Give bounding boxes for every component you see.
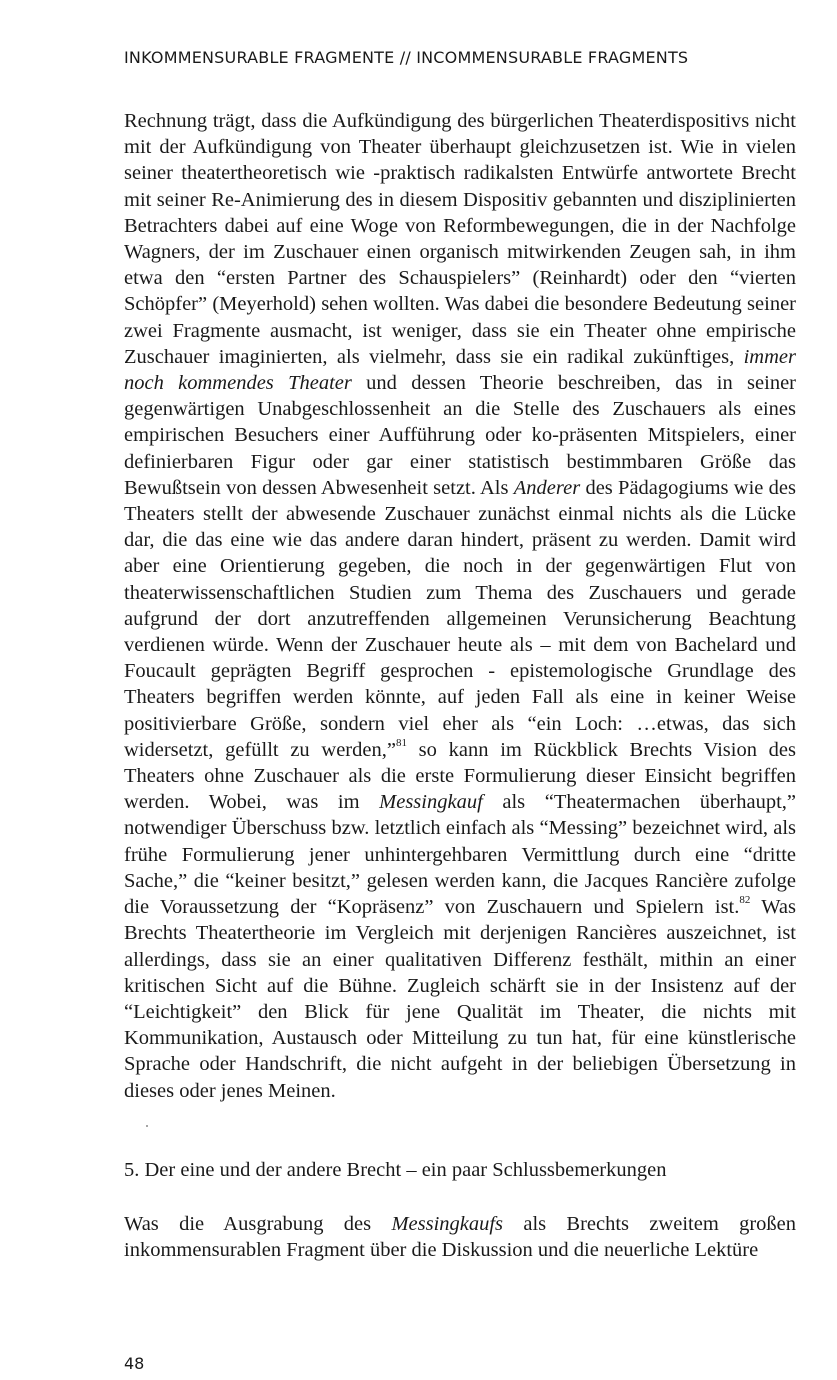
text-run: Rechnung trägt, dass die Aufkündigung des bürgerlichen Theaterdispositivs nicht mit der Aufkündigung von Theater überhaupt gleichzusetzen ist. Wie in vielen seiner theatertheoretisch wie -praktisch radikalsten Entwürfe antwortete Brecht mit seiner Re-Animierung des in diesem Dispositiv gebannten und disziplinierten Betrachters dabei auf eine Woge von Reformbewegungen, die in der Nachfolge Wagners, der im Zuschauer einen organisch mitwirkenden Zeugen sah, in ihm etwa den “ersten Partner des Schauspielers” (Reinhardt) oder den “vierten Schöpfer” (Meyerhold) sehen wollten. Was dabei die besondere Bedeutung seiner zwei Fragmente ausmacht, ist weniger, dass sie ein Theater ohne empirische Zuschauer imaginierten, als vielmehr, dass sie ein radikal zukünftiges, bbox=[124, 110, 796, 368]
text-run: Was die Ausgrabung des bbox=[124, 1213, 392, 1235]
footnote-marker: 82 bbox=[739, 894, 751, 907]
text-run: und dessen Theorie beschreiben, das in seiner gegenwärtigen Unabgeschlossenheit an die Stelle des Zuschauers als eines empirischen Besuchers einer Aufführung oder ko-präsenten Mitspielers, einer definierbaren Figur oder gar einer statistisch bestimmbaren Größe das Bewußtsein von dessen Abwesenheit setzt. Als bbox=[124, 372, 796, 499]
page-number: 48 bbox=[124, 1354, 145, 1373]
text-run: als “Theatermachen überhaupt,” notwendiger Überschuss bzw. letztlich einfach als “Messing” bezeichnet wird, als frühe Formulierung jener unhintergehbaren Vermittlung durch eine “dritte Sache,” die “keiner besitzt,” gelesen werden kann, die Jacques Rancière zufolge die Voraussetzung der “Kopräsenz” von Zuschauern und Spielern ist. bbox=[124, 791, 796, 919]
running-head-left: INKOMMENSURABLE FRAGMENTE // bbox=[124, 48, 411, 67]
stray-dot bbox=[146, 1125, 148, 1127]
paragraph bbox=[124, 1211, 796, 1263]
text-run: als Brechts zweitem großen inkommensurablen Fragment über die Diskussion und die neuerliche Lektüre bbox=[124, 1213, 796, 1262]
italic-run: Messingkauf bbox=[379, 791, 483, 814]
italic-run: Anderer bbox=[513, 476, 581, 499]
body-paragraph-1 bbox=[124, 108, 796, 1104]
italic-run: Messingkaufs bbox=[391, 1213, 504, 1235]
body-paragraph-2 bbox=[124, 1211, 796, 1263]
italic-run: immer noch kommendes Theater bbox=[124, 345, 796, 395]
text-run: so kann im Rückblick Brechts Vision des Theaters ohne Zuschauer als die erste Formulierung dieser Einsicht begriffen werden. Wobei, was im bbox=[124, 738, 797, 814]
text-run: des Pädagogiums wie des Theaters stellt der abwesende Zuschauer zunächst einmal nichts als die Lücke dar, die das eine wie das andere daran hindert, präsent zu werden. Damit wird aber eine Orientierung gegeben, die noch in der gegenwärtigen Flut von theaterwissenschaftlichen Studien zum Thema des Zuschauers und gerade aufgrund der dort anzutreffenden allgemeinen Verunsicherung Beachtung verdienen würde. Wenn der Zuschauer heute als – mit dem von Bachelard und Foucault geprägten Begriff gesprochen - epistemologische Grundlage des Theaters begriffen werden könnte, auf jeden Fall als eine in keiner Weise positivierbare Größe, sondern viel eher als “ein Loch: …etwas, das sich widersetzt, gefüllt zu werden,” bbox=[124, 476, 796, 761]
footnote-marker: 81 bbox=[395, 737, 407, 750]
section-heading: 5. Der eine und der andere Brecht – ein paar Schlussbemerkungen bbox=[124, 1159, 667, 1181]
paragraph bbox=[124, 108, 796, 1104]
running-head bbox=[124, 48, 688, 67]
text-run: Was Brechts Theatertheorie im Vergleich mit derjenigen Rancières auszeichnet, ist allerdings, dass sie an einer qualitativen Differenz festhält, mithin an einer kritischen Sicht auf die Bühne. Zugleich schärft sie in der Insistenz auf der “Leichtigkeit” den Blick für jene Qualität im Theater, die nichts mit Kommunikation, Austausch oder Mitteilung zu tun hat, für eine künstlerische Sprache oder Handschrift, die nicht aufgeht in der beliebigen Übersetzung in dieses oder jenes Meinen. bbox=[124, 896, 796, 1102]
running-head-right: INCOMMENSURABLE FRAGMENTS bbox=[416, 48, 689, 67]
